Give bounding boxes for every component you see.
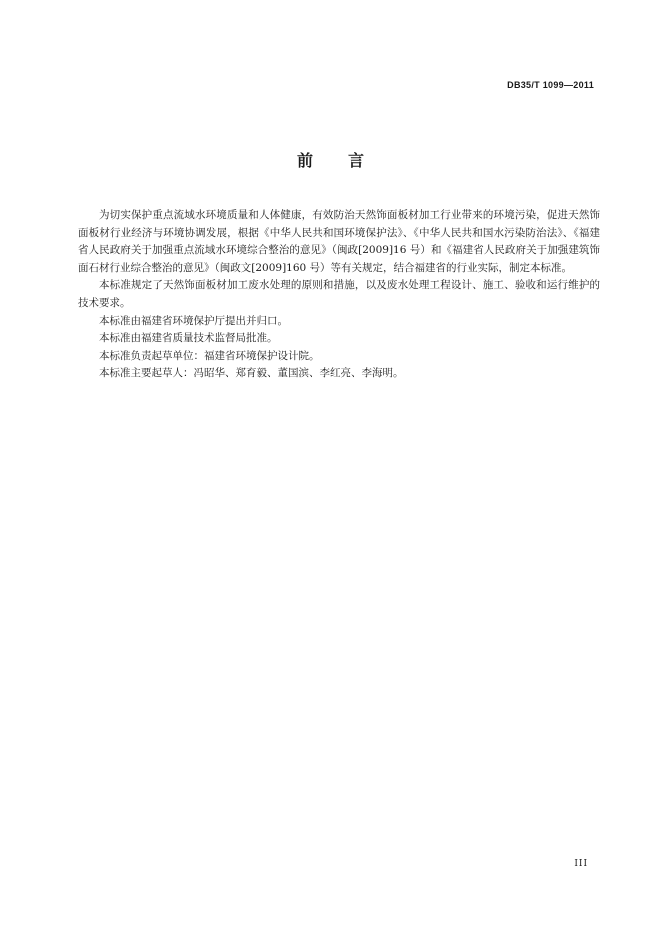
paragraph-drafting-unit: 本标准负责起草单位：福建省环境保护设计院。 <box>99 349 320 362</box>
page-title <box>0 148 662 171</box>
page-number: III <box>574 859 588 869</box>
title-char-2: 言 <box>348 151 366 170</box>
title-char-1: 前 <box>296 151 314 170</box>
paragraph-proposer: 本标准由福建省环境保护厅提出并归口。 <box>99 314 288 327</box>
paragraph-approver: 本标准由福建省质量技术监督局批准。 <box>99 332 278 345</box>
paragraph-scope: 本标准规定了天然饰面板材加工废水处理的原则和措施，以及废水处理工程设计、施工、验收和运行维护的技术要求。 <box>78 279 600 309</box>
standard-code: DB35/T 1099—2011 <box>507 80 594 90</box>
paragraph-drafters: 本标准主要起草人：冯昭华、郑育毅、董国滨、李红亮、李海明。 <box>99 367 404 380</box>
paragraph-purpose: 为切实保护重点流域水环境质量和人体健康，有效防治天然饰面板材加工行业带来的环境污染，促进天然饰面板材行业经济与环境协调发展，根据《中华人民共和国环境保护法》、《中华人民共和国水污染防治法》、《福建省人民政府关于加强重点流域水环境综合整治的意见》（闽政[2009]16 号）和《福建省人民政府关于加强建筑饰面石材行业综合整治的意见》（闽政文[2009]160 号）等有关规定，结合福建省的行业实际，制定本标准。 <box>78 209 600 274</box>
foreword-body <box>78 207 600 383</box>
